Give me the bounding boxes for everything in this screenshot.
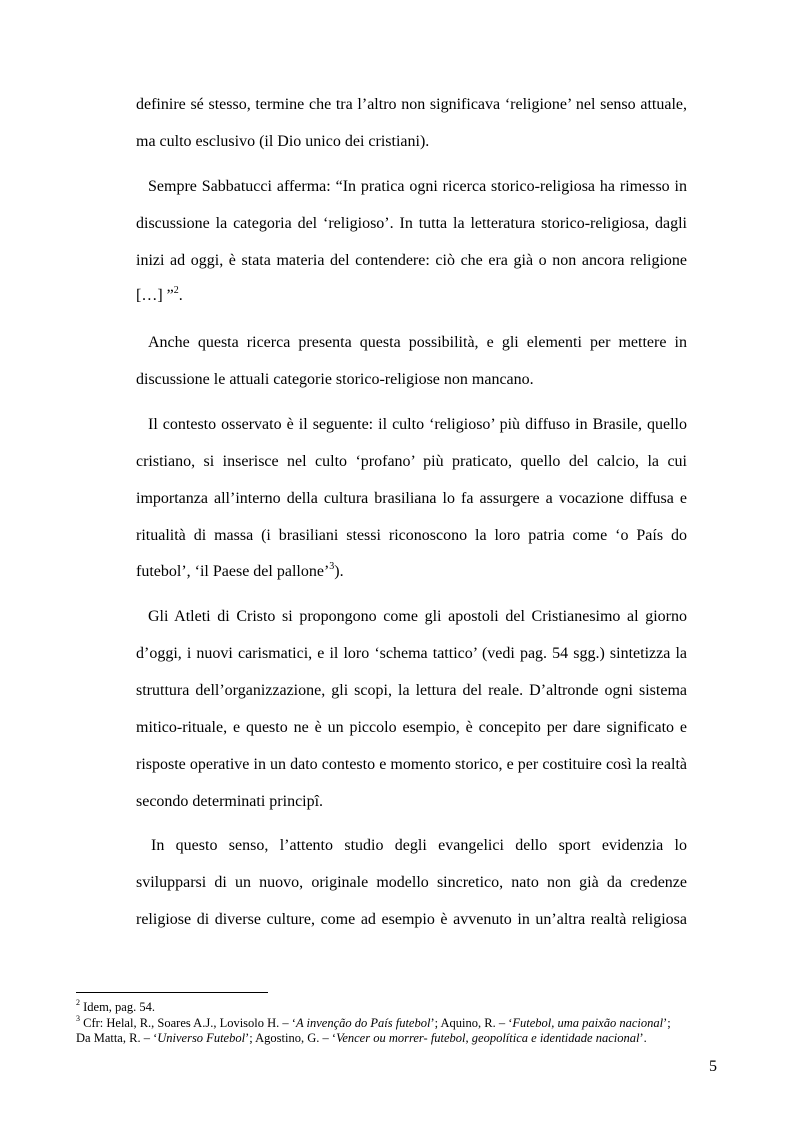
text-line: religiose di diverse culture, come ad esempio è avvenuto in un’altra realtà religiosa <box>136 911 687 928</box>
footnote-text: ’. <box>639 1031 647 1045</box>
footnote-text: ’; <box>663 1016 671 1030</box>
text-fragment: […] ” <box>136 287 174 304</box>
footnote-3 <box>76 1013 671 1031</box>
text-line: svilupparsi di un nuovo, originale modello sincretico, nato non già da credenze <box>136 874 687 891</box>
text-line: Il contesto osservato è il seguente: il culto ‘religioso’ più diffuso in Brasile, quello <box>148 416 687 433</box>
text-line: cristiano, si inserisce nel culto ‘profano’ più praticato, quello del calcio, la cui <box>136 453 687 470</box>
text-fragment: ). <box>334 563 344 580</box>
text-line: inizi ad oggi, è stata materia del contendere: ciò che era già o non ancora religione <box>136 252 687 269</box>
text-line: Anche questa ricerca presenta questa possibilità, e gli elementi per mettere in <box>148 334 687 351</box>
text-fragment: . <box>178 287 183 304</box>
text-line: discussione la categoria del ‘religioso’. In tutta la letteratura storico-religiosa, dagli <box>136 215 687 232</box>
text-line: discussione le attuali categorie storico-religiose non mancano. <box>136 371 534 388</box>
footnote-text: ’; Agostino, G. – ‘ <box>245 1031 337 1045</box>
text-line <box>136 562 687 582</box>
text-line: d’oggi, i nuovi carismatici, e il loro ‘schema tattico’ (vedi pag. 54 sgg.) sintetizza la <box>136 645 687 662</box>
page-number: 5 <box>709 1058 717 1075</box>
text-line: risposte operative in un dato contesto e momento storico, e per costituire così la realtà <box>136 756 687 773</box>
footnote-text: Idem, pag. 54. <box>80 1000 155 1014</box>
footnote-2 <box>76 997 155 1015</box>
footnote-separator <box>76 992 268 993</box>
footnote-title: Universo Futebol <box>157 1031 246 1045</box>
footnote-title: Vencer ou morrer- futebol, geopolítica e identidade nacional <box>336 1031 640 1045</box>
footnote-ref: 3 <box>329 560 335 572</box>
text-line: Sempre Sabbatucci afferma: “In pratica ogni ricerca storico-religiosa ha rimesso in <box>148 178 687 195</box>
footnote-mark: 3 <box>76 1013 80 1023</box>
text-line: mitico-rituale, e questo ne è un piccolo esempio, è concepito per dare significato e <box>136 719 687 736</box>
text-line <box>136 286 687 306</box>
text-line: Gli Atleti di Cristo si propongono come gli apostoli del Cristianesimo al giorno <box>148 608 687 625</box>
footnote-title: A invenção do País futebol <box>295 1016 431 1030</box>
text-fragment: futebol’, ‘il Paese del pallone’ <box>136 563 330 580</box>
text-line: ritualità di massa (i brasiliani stessi riconoscono la loro patria come ‘o País do <box>136 527 687 544</box>
footnote-text: Cfr: Helal, R., Soares A.J., Lovisolo H. – ‘ <box>80 1016 296 1030</box>
footnote-mark: 2 <box>76 997 80 1007</box>
text-line: struttura dell’organizzazione, gli scopi, la lettura del reale. D’altronde ogni sistema <box>136 682 687 699</box>
footnote-ref: 2 <box>173 284 179 296</box>
footnote-text: ’; Aquino, R. – ‘ <box>430 1016 513 1030</box>
footnote-title: Futebol, uma paixão nacional <box>512 1016 664 1030</box>
text-line: secondo determinati principî. <box>136 793 324 810</box>
footnote-text: Da Matta, R. – ‘ <box>76 1031 158 1045</box>
text-line: definire sé stesso, termine che tra l’altro non significava ‘religione’ nel senso attuale, <box>136 96 687 113</box>
text-line: ma culto esclusivo (il Dio unico dei cristiani). <box>136 133 430 150</box>
footnote-3-continued <box>76 1031 647 1046</box>
text-line: importanza all’interno della cultura brasiliana lo fa assurgere a vocazione diffusa e <box>136 490 687 507</box>
text-line: In questo senso, l’attento studio degli evangelici dello sport evidenzia lo <box>151 837 687 854</box>
